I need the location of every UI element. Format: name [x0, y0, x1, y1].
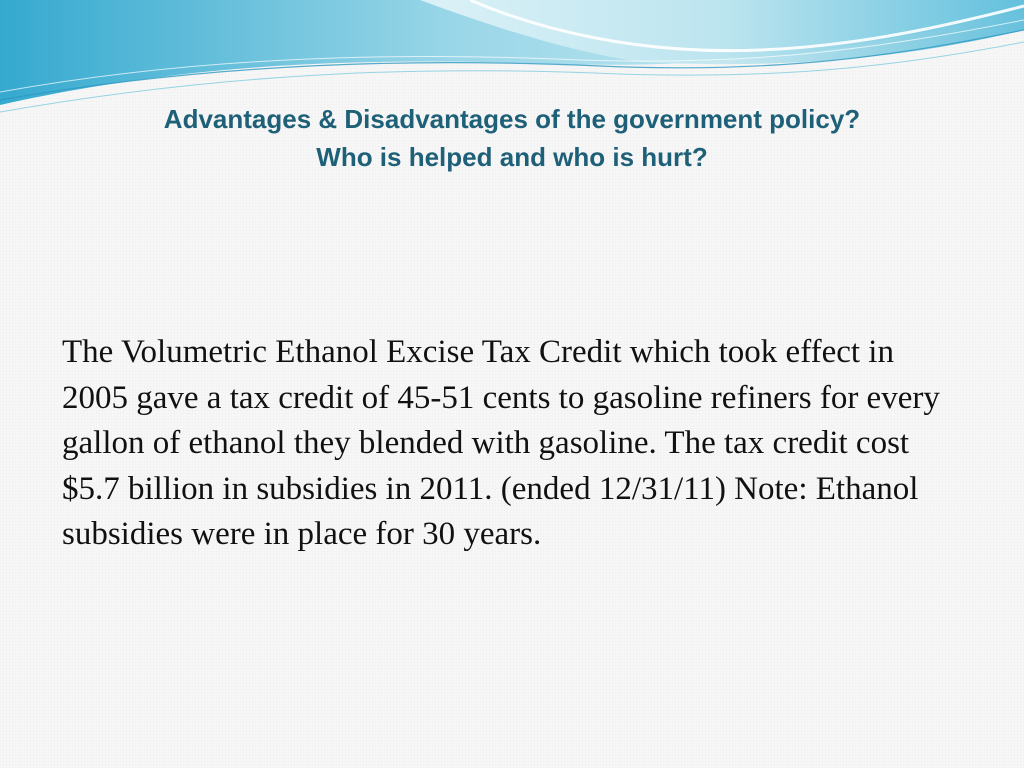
slide-title-line-1: Advantages & Disadvantages of the government policy?	[163, 104, 861, 134]
slide-body-text: The Volumetric Ethanol Excise Tax Credit which took effect in 2005 gave a tax credit of 45-51 cents to gasoline refiners for every gallon of ethanol they blended with gasoline. The tax credit cost $5.7 billion in subsidies in 2011. (ended 12/31/11) Note: Ethanol subsidies were in place for 30 years.	[62, 334, 940, 552]
slide-title-line-2: Who is helped and who is hurt?	[316, 142, 708, 172]
slide-title	[60, 100, 964, 176]
